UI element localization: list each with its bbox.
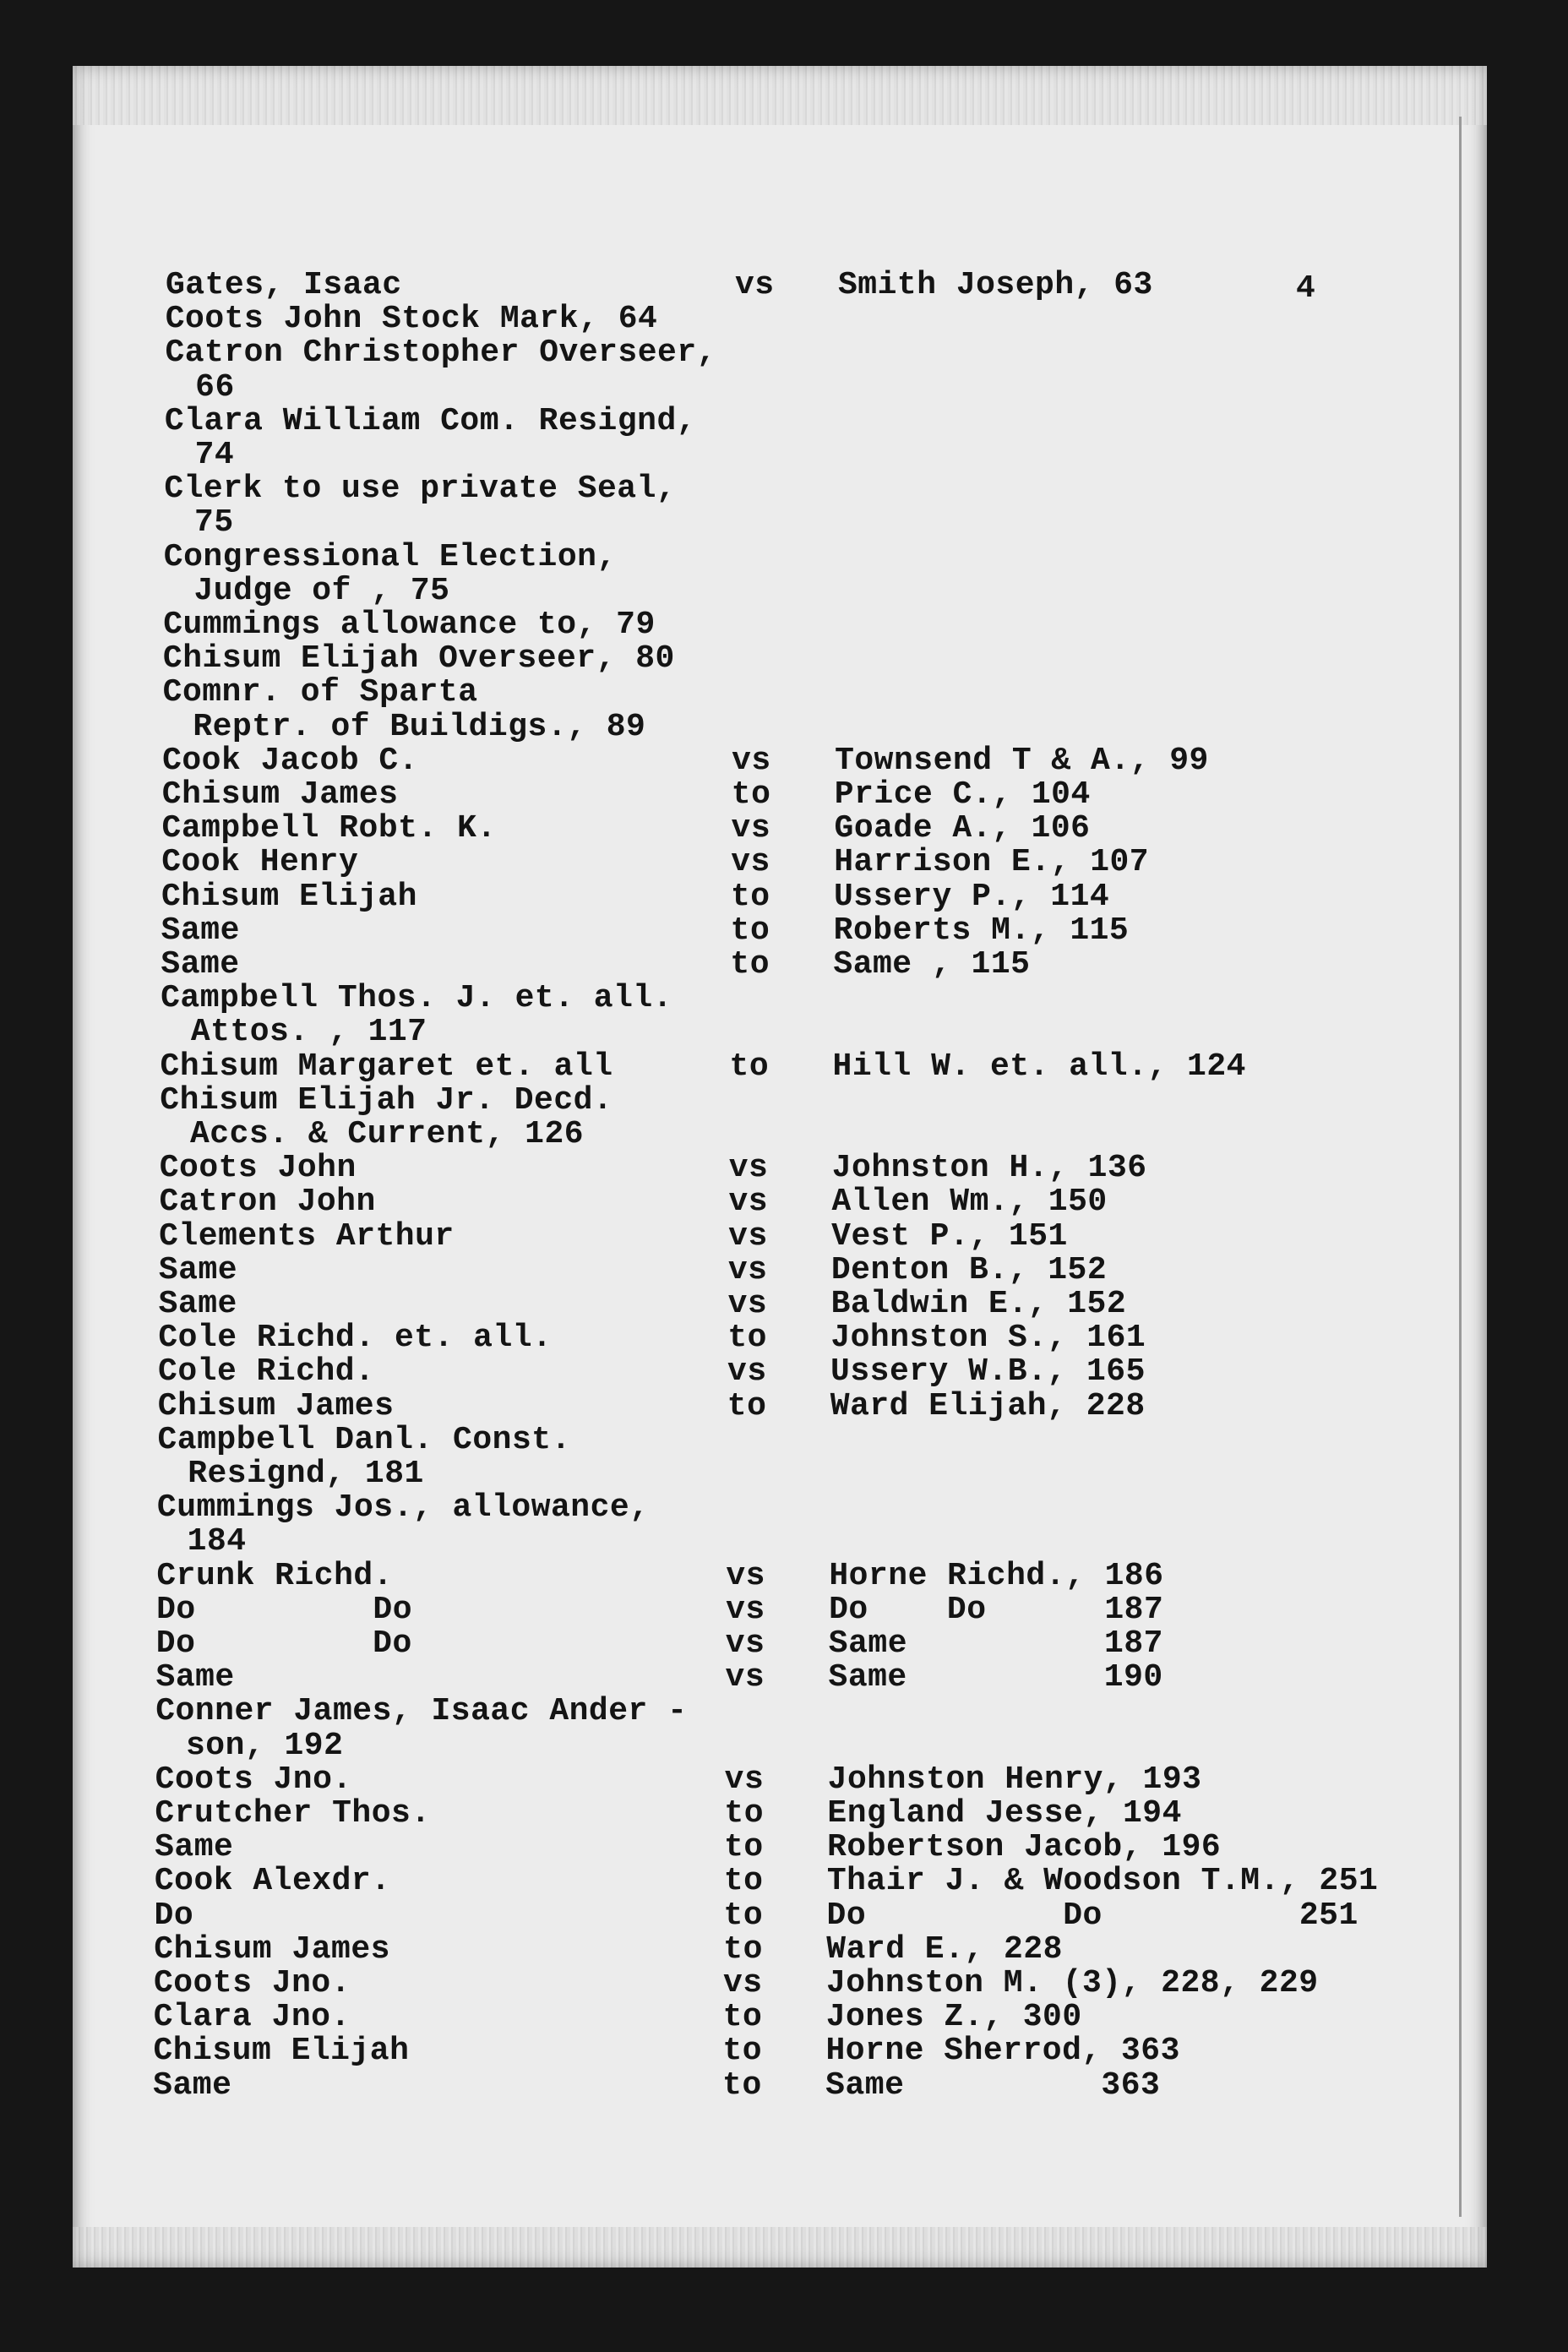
entry-connector: to <box>730 878 770 915</box>
entry-name: Campbell Thos. J. et. all. <box>161 980 673 1017</box>
entry-opposing-party: Same , 115 <box>833 946 1031 983</box>
entry-connector: to <box>724 1795 765 1832</box>
entry-connector: vs <box>726 1591 765 1628</box>
entry-opposing-party: Smith Joseph, 63 <box>838 267 1153 303</box>
entry-name: Coots John Stock Mark, 64 <box>165 301 658 338</box>
entry-opposing-party: Ward E., 228 <box>826 1930 1063 1968</box>
index-entries <box>73 66 1487 2268</box>
entry-opposing-party: Roberts M., 115 <box>833 912 1130 949</box>
entry-name: Judge of , 75 <box>193 572 450 609</box>
entry-opposing-party: Thair J. & Woodson T.M., 251 <box>826 1863 1379 1900</box>
entry-name: Chisum James <box>157 1387 395 1424</box>
entry-connector: to <box>723 1863 764 1900</box>
entry-connector: to <box>727 1387 767 1424</box>
entry-name: Cook Alexdr. <box>154 1863 391 1900</box>
entry-name: Chisum James <box>161 776 399 813</box>
entry-name: Cook Henry <box>161 844 359 881</box>
entry-connector: vs <box>727 1286 768 1322</box>
entry-connector: vs <box>728 1150 769 1187</box>
entry-name: Crutcher Thos. <box>155 1795 431 1832</box>
entry-name: Clara William Com. Resignd, <box>164 402 697 439</box>
entry-connector: vs <box>727 1251 768 1288</box>
entry-name: 74 <box>194 437 235 473</box>
entry-opposing-party: Jones Z., 300 <box>825 1999 1082 2036</box>
entry-name: Same <box>155 1659 235 1696</box>
entry-connector: to <box>731 776 771 813</box>
entry-name: 66 <box>195 368 235 406</box>
entry-connector: vs <box>725 1659 765 1696</box>
entry-opposing-party: Same 187 <box>828 1625 1163 1662</box>
entry-opposing-party: Same 190 <box>828 1659 1163 1696</box>
entry-name: Reptr. of Buildigs., 89 <box>193 708 646 745</box>
entry-name: Clements Arthur <box>159 1217 455 1255</box>
entry-name: Congressional Election, <box>163 538 617 575</box>
entry-opposing-party: Johnston M. (3), 228, 229 <box>826 1965 1319 2001</box>
entry-name: 75 <box>194 504 234 542</box>
entry-name: Catron Christopher Overseer, <box>165 335 716 372</box>
entry-name: Do Do <box>156 1591 413 1628</box>
entry-name: Same <box>153 2066 232 2104</box>
entry-connector: vs <box>735 267 775 303</box>
entry-name: Same <box>158 1251 238 1288</box>
entry-name: Comnr. of Sparta <box>162 674 478 711</box>
entry-connector: to <box>723 1930 763 1968</box>
entry-name: Coots Jno. <box>154 1965 351 2001</box>
entry-name: Chisum James <box>154 1930 390 1968</box>
entry-name: 184 <box>187 1523 247 1560</box>
entry-connector: to <box>730 946 770 983</box>
entry-connector: vs <box>724 1761 765 1798</box>
entry-opposing-party: Do Do 187 <box>829 1591 1164 1628</box>
entry-name: Cole Richd. <box>158 1353 375 1391</box>
entry-name: Coots Jno. <box>155 1761 352 1798</box>
entry-name: Coots John <box>159 1150 357 1187</box>
entry-opposing-party: Horne Richd., 186 <box>829 1557 1164 1594</box>
entry-name: Chisum Elijah <box>153 2033 410 2070</box>
entry-name: Catron John <box>159 1184 376 1221</box>
entry-opposing-party: Hill W. et. all., 124 <box>832 1048 1246 1085</box>
entry-name: Chisum Elijah <box>161 878 417 915</box>
entry-opposing-party: Johnston H., 136 <box>831 1150 1147 1187</box>
entry-name: Clerk to use private Seal, <box>164 471 677 508</box>
entry-name: Conner James, Isaac Ander - <box>155 1693 688 1730</box>
paper-sheet <box>73 66 1487 2268</box>
entry-name: Accs. & Current, 126 <box>190 1116 585 1152</box>
entry-name: Same <box>158 1286 237 1322</box>
entry-name: Clara Jno. <box>153 1999 351 2036</box>
entry-name: Attos. , 117 <box>190 1014 427 1051</box>
entry-connector: to <box>730 912 770 949</box>
entry-name: Resignd, 181 <box>188 1456 424 1492</box>
entry-opposing-party: Vest P., 151 <box>831 1217 1068 1255</box>
entry-name: Same <box>161 912 240 949</box>
entry-name: son, 192 <box>185 1727 344 1764</box>
entry-opposing-party: Townsend T & A., 99 <box>835 742 1209 779</box>
entry-name: Same <box>161 946 240 983</box>
entry-opposing-party: Price C., 104 <box>834 776 1091 813</box>
page-number: 4 <box>1296 270 1315 307</box>
entry-connector: to <box>722 2033 763 2070</box>
entry-opposing-party: Allen Wm., 150 <box>831 1184 1108 1221</box>
entry-name: Do <box>154 1897 194 1934</box>
entry-opposing-party: Johnston Henry, 193 <box>827 1761 1202 1798</box>
entry-opposing-party: Ussery P., 114 <box>833 878 1110 915</box>
entry-name: Cummings Jos., allowance, <box>156 1489 650 1527</box>
entry-name: Campbell Robt. K. <box>161 810 497 847</box>
entry-name: Crunk Richd. <box>156 1557 394 1594</box>
entry-connector: vs <box>727 1353 767 1391</box>
entry-connector: to <box>723 1897 764 1934</box>
entry-opposing-party: Harrison E., 107 <box>834 844 1150 881</box>
entry-opposing-party: Johnston S., 161 <box>830 1320 1146 1357</box>
entry-connector: to <box>722 1999 763 2036</box>
entry-name: Same <box>155 1829 234 1866</box>
entry-name: Do Do <box>155 1625 412 1662</box>
entry-opposing-party: Robertson Jacob, 196 <box>827 1829 1222 1866</box>
entry-connector: vs <box>731 844 770 881</box>
entry-connector: vs <box>725 1625 765 1662</box>
entry-name: Gates, Isaac <box>166 267 402 303</box>
entry-opposing-party: Baldwin E., 152 <box>830 1286 1127 1322</box>
entry-connector: vs <box>726 1557 765 1594</box>
entry-name: Cole Richd. et. all. <box>158 1320 553 1357</box>
entry-name: Chisum Margaret et. all <box>160 1048 613 1085</box>
entry-connector: vs <box>728 1217 768 1255</box>
entry-name: Chisum Elijah Overseer, 80 <box>162 640 675 678</box>
entry-opposing-party: Do Do 251 <box>826 1897 1358 1934</box>
entry-connector: vs <box>732 742 771 779</box>
entry-name: Chisum Elijah Jr. Decd. <box>160 1081 613 1119</box>
entry-opposing-party: Goade A., 106 <box>834 810 1091 847</box>
entry-name: Campbell Danl. Const. <box>157 1421 571 1458</box>
entry-opposing-party: Horne Sherrod, 363 <box>825 2033 1180 2070</box>
entry-connector: to <box>724 1829 764 1866</box>
entry-name: Cummings allowance to, 79 <box>163 607 656 643</box>
entry-opposing-party: Ussery W.B., 165 <box>830 1353 1146 1391</box>
entry-connector: to <box>727 1320 767 1357</box>
entry-name: Cook Jacob C. <box>162 742 419 779</box>
entry-connector: to <box>729 1048 770 1085</box>
entry-opposing-party: Ward Elijah, 228 <box>830 1387 1146 1424</box>
entry-opposing-party: England Jesse, 194 <box>827 1795 1182 1832</box>
entry-connector: vs <box>731 810 771 847</box>
entry-connector: to <box>722 2066 762 2104</box>
entry-opposing-party: Same 363 <box>825 2066 1161 2104</box>
entry-connector: vs <box>723 1965 763 2001</box>
entry-connector: vs <box>728 1184 769 1221</box>
entry-opposing-party: Denton B., 152 <box>830 1251 1108 1288</box>
